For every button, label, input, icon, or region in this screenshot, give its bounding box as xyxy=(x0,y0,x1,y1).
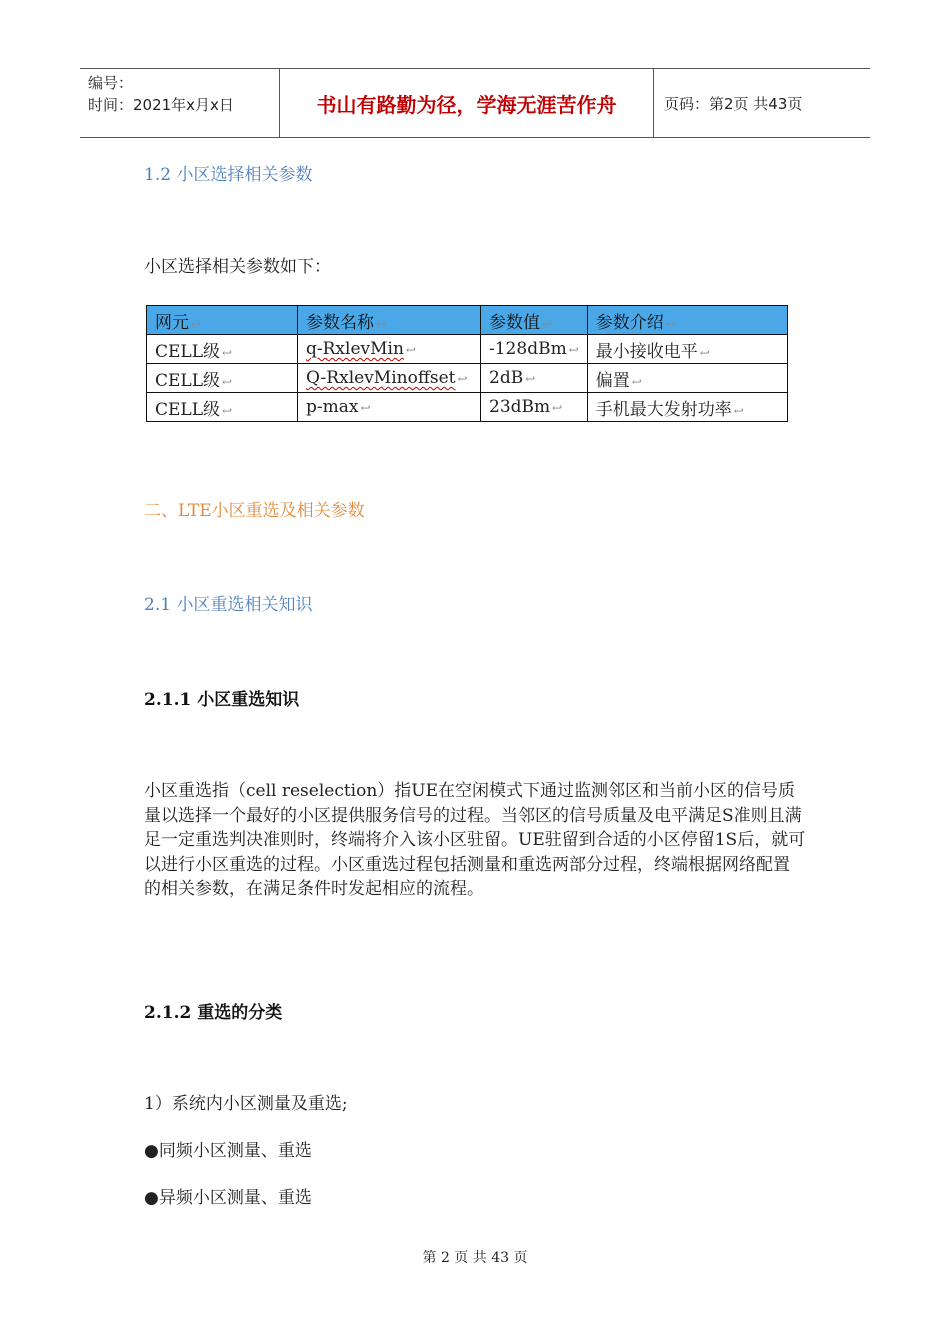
table-cell: q-RxlevMin ↩ xyxy=(298,335,481,364)
table-cell: -128dBm ↩ xyxy=(481,335,588,364)
table-cell: 最小接收电平 ↩ xyxy=(587,335,787,364)
table-header-row xyxy=(147,306,788,335)
header-number: 编号： xyxy=(88,74,134,92)
params-table xyxy=(146,305,788,422)
header-date: 时间：2021年x月x日 xyxy=(88,96,234,114)
heading-1-2: 1.2 小区选择相关参数 xyxy=(144,165,313,185)
page-header xyxy=(80,68,870,138)
list-item: ●异频小区测量、重选 xyxy=(144,1188,312,1208)
heading-2-1: 2.1 小区重选相关知识 xyxy=(144,595,313,615)
table-cell: CELL级 ↩ xyxy=(147,364,298,393)
table-header-cell: 网元 ↩ xyxy=(147,306,298,335)
table-header-cell: 参数名称 ↩ xyxy=(298,306,481,335)
heading-2-1-2: 2.1.2 重选的分类 xyxy=(144,1003,283,1023)
table-row xyxy=(147,393,788,422)
table-cell: 2dB ↩ xyxy=(481,364,588,393)
table-row xyxy=(147,335,788,364)
heading-2-1-1: 2.1.1 小区重选知识 xyxy=(144,690,300,710)
table-cell: CELL级 ↩ xyxy=(147,335,298,364)
list-item: 1）系统内小区测量及重选; xyxy=(144,1094,348,1114)
header-page-number: 页码：第2页 共43页 xyxy=(664,94,803,113)
heading-2: 二、LTE小区重选及相关参数 xyxy=(144,501,365,521)
table-intro: 小区选择相关参数如下： xyxy=(144,257,331,277)
table-cell: p-max ↩ xyxy=(298,393,481,422)
page-footer: 第 2 页 共 43 页 xyxy=(422,1250,528,1266)
header-motto: 书山有路勤为径，学海无涯苦作舟 xyxy=(280,69,654,137)
table-cell: CELL级 ↩ xyxy=(147,393,298,422)
list-item: ●同频小区测量、重选 xyxy=(144,1141,312,1161)
table-cell: 手机最大发射功率 ↩ xyxy=(587,393,787,422)
table-header-cell: 参数值 ↩ xyxy=(481,306,588,335)
table-cell: 偏置 ↩ xyxy=(587,364,787,393)
table-header-cell: 参数介绍 ↩ xyxy=(587,306,787,335)
reselection-paragraph: 小区重选指（cell reselection）指UE在空闲模式下通过监测邻区和当前小区的信号质量以选择一个最好的小区提供服务信号的过程。当邻区的信号质量及电平满足S准则且满足一定重选判决准则时，终端将介入该小区驻留。UE驻留到合适的小区停留1S后，就可以进行小区重选的过程。小区重选过程包括测量和重选两部分过程，终端根据网络配置的相关参数，在满足条件时发起相应的流程。 xyxy=(144,781,806,899)
header-info xyxy=(80,69,280,137)
table-cell: 23dBm ↩ xyxy=(481,393,588,422)
table-cell: Q-RxlevMinoffset ↩ xyxy=(298,364,481,393)
table-row xyxy=(147,364,788,393)
